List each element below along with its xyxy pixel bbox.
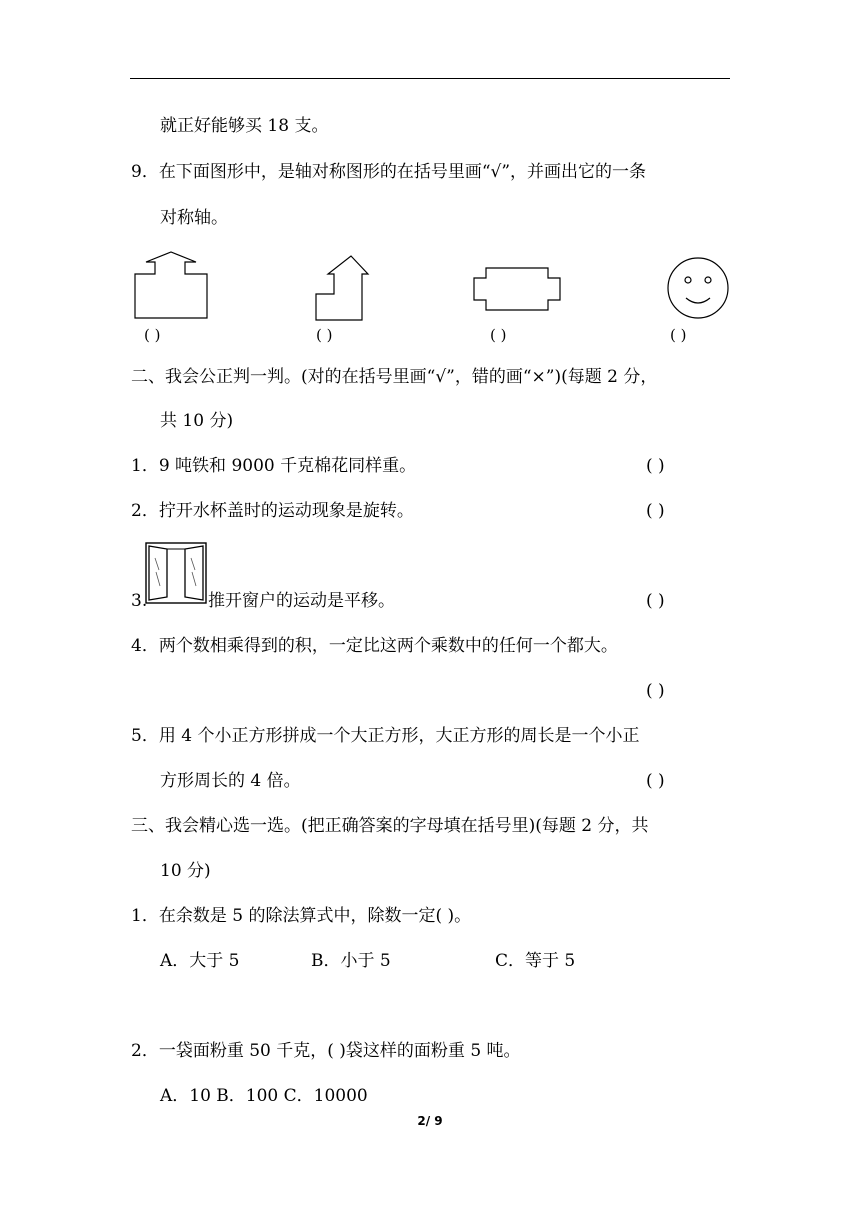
s2-item-3-number: 3. [131,591,148,611]
s3-q2-options: A．10 B．100 C．10000 [160,1086,368,1106]
s3-question-2: 2．一袋面粉重 50 千克，( )袋这样的面粉重 5 吨。 [131,1041,521,1061]
s2-item-1: 1．9 吨铁和 9000 千克棉花同样重。 [131,456,417,476]
s3-q1-option-c[interactable]: C．等于 5 [495,951,576,971]
s2-item-5-line1: 5．用 4 个小正方形拼成一个大正方形，大正方形的周长是一个小正 [131,726,640,746]
bent-arrow-shape-icon [314,254,374,326]
q9-text-line1: 9．在下面图形中，是轴对称图形的在括号里画“√”，并画出它的一条 [131,162,647,182]
s3-question-1: 1．在余数是 5 的除法算式中，除数一定( )。 [131,906,472,926]
s2-item-5-line2: 方形周长的 4 倍。 [160,771,301,791]
s2-item-2: 2．拧开水杯盖时的运动现象是旋转。 [131,501,414,521]
section3-heading-line1: 三、我会精心选一选。(把正确答案的字母填在括号里)(每题 2 分，共 [131,816,649,836]
s3-q1-option-b[interactable]: B．小于 5 [311,951,391,971]
section2-heading-line1: 二、我会公正判一判。(对的在括号里画“√”，错的画“×”)(每题 2 分， [131,367,658,387]
figure-1-answer-paren[interactable]: ( ) [144,326,161,344]
s2-item-2-paren[interactable]: ( ) [646,501,665,521]
s3-q1-option-a[interactable]: A．大于 5 [160,951,240,971]
arrow-block-shape-icon [133,250,213,322]
smiley-face-icon [666,256,732,322]
window-icon [145,542,207,604]
page-number: 2/ 9 [417,1114,443,1128]
s2-item-4: 4．两个数相乘得到的积，一定比这两个乘数中的任何一个都大。 [131,636,618,656]
figure-4-answer-paren[interactable]: ( ) [670,326,687,344]
figure-3-answer-paren[interactable]: ( ) [490,326,507,344]
cross-rectangle-shape-icon [472,266,564,314]
s2-item-3-paren[interactable]: ( ) [646,591,665,611]
figure-2-answer-paren[interactable]: ( ) [316,326,333,344]
q9-text-line2: 对称轴。 [160,208,228,228]
q8-continuation: 就正好能够买 18 支。 [160,116,329,136]
s2-item-5-paren[interactable]: ( ) [646,771,665,791]
s2-item-4-paren[interactable]: ( ) [646,681,665,701]
section3-heading-line2: 10 分) [160,861,211,881]
section2-heading-line2: 共 10 分) [160,411,234,431]
s2-item-1-paren[interactable]: ( ) [646,456,665,476]
header-rule [130,78,730,79]
s2-item-3: 推开窗户的运动是平移。 [208,591,395,611]
